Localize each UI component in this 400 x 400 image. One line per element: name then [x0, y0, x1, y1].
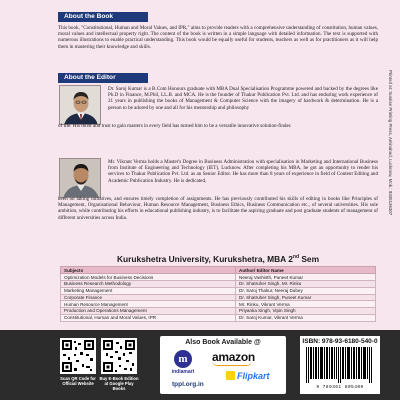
barcode-icon — [306, 347, 374, 383]
indiamart-label: indiamart — [171, 369, 195, 375]
author-cell: Dr. Shatruher Singh, Puneet Kumar — [236, 294, 376, 301]
editor1-portrait — [59, 85, 101, 125]
university-name: Kurukshetra University, Kurukshetra, MBA 2 — [116, 254, 293, 264]
university-title — [58, 254, 378, 264]
author-cell: Priyanka Singh, Vipin Singh — [236, 308, 376, 315]
subject-cell: Constitutional, Human and Moral Values, IPR — [61, 314, 236, 321]
header-subjects: Subjects — [61, 267, 236, 274]
printer-imprint — [384, 70, 396, 340]
qr-website-caption: Scan QR Code for Official Website — [60, 376, 96, 386]
flipkart-label: Flipkart — [237, 371, 270, 381]
author-cell: Neeraj Vashisth, Puneet Kumar — [236, 274, 376, 281]
flipkart-bag-icon — [226, 371, 235, 380]
editor1-bio-continued: of life. His thirst and trust to gain masters in every field has turned him to be a versatile innovative solution-finder. — [58, 123, 292, 129]
table-row — [61, 287, 376, 294]
table-row — [61, 294, 376, 301]
subject-cell: Marketing Management — [61, 287, 236, 294]
tppl-website-link[interactable]: tppl.org.in — [172, 381, 204, 388]
about-editor-heading: About the Editor — [58, 73, 148, 83]
amazon-logo[interactable] — [212, 350, 278, 366]
table-row — [61, 274, 376, 281]
subject-cell: Business Research Methodology — [61, 280, 236, 287]
indiamart-icon: m — [174, 350, 192, 368]
subject-cell: Optimization Models for Business Decisions — [61, 274, 236, 281]
about-book-heading: About the Book — [58, 12, 148, 22]
table-header-row — [61, 267, 376, 274]
qr-code-website[interactable] — [60, 338, 96, 374]
subject-cell: Human Resource Management — [61, 301, 236, 308]
subjects-table — [60, 266, 376, 322]
table-row — [61, 308, 376, 315]
author-cell: Dr. Saroj Thakur, Neeraj Dubey — [236, 287, 376, 294]
editor2-bio: Mr. Vikrant Verma holds a Master's Degree in Business Administration with specialisation in Marketing and International Business from Institute of Engineering and Technology (IET), Lucknow. After completing his MBA, he got an opportunity to render his services to Thakur Publication Pvt. Ltd. as an Senior Editor. He has more than 8 years of experience in field of Content Editing and Academic Publication Industry. He is dedicated, — [108, 159, 378, 184]
table-row — [61, 301, 376, 308]
about-book-text: This book, "Constitutional, Human and Moral Values, and IPR," aims to provide readers with a comprehensive understanding of constitution, human values, moral values and intellectual property right. The content of the book is written in a simple language with detailed information. The text is supported with numerous illustrations to enable practical understanding. This book would be equally useful for students, teachers as well as for practitioners as it will help them in mastering their knowledge and skills. — [58, 25, 378, 50]
qr-ebook-caption: Buy E-Book Edition at Google Play Books — [99, 376, 139, 391]
barcode-number: 9 789361 805400 — [316, 385, 364, 390]
table-row — [61, 280, 376, 287]
editor2-portrait — [59, 158, 101, 198]
subject-cell: Production and Operations Management — [61, 308, 236, 315]
author-cell: Mr. Rinku, Vikrant Verma — [236, 301, 376, 308]
indiamart-logo[interactable] — [166, 350, 200, 375]
university-sup: nd — [292, 254, 299, 261]
header-author: Author/ Editor Name — [236, 267, 376, 274]
isbn-number: ISBN: 978-93-6180-540-0 — [302, 338, 378, 345]
author-cell: Dr. Saroj Kumar, Vikrant Verma — [236, 314, 376, 321]
author-cell: Dr. Shatruher Singh, Mr. Rinku — [236, 280, 376, 287]
flipkart-logo[interactable] — [226, 371, 276, 381]
editor1-bio: Dr. Saroj Kumar is a B.Com Honours graduate with MBA Dual Specialisation Programme powered and backed by the degrees like Ph.D in Finance, M.Phil, LL.B. and MCA. He is the founder of Thakur Publication Pvt. Ltd. and has enduring work experience of 21 years in publishing the books of Management & Computer Science with the imagery of hardwork & determination. He is a person to be adored by one and all for his mentorship and philosophy — [108, 86, 378, 111]
amazon-label: amazon — [212, 350, 255, 364]
editor2-bio-continued: keen on taking initiatives, and ensures timely completion of assignments. He has previously contributed his skills of editing in books like Principles of Management, Organisational Behaviour, Human Resource Management, Business Ethics, Business Communication etc., of several universities. His sole ambition, while contributing his efforts in educational publishing industry, is to facilitate the aspiring graduate and post graduate students of management of different universities across India. — [58, 196, 378, 221]
subject-cell: Corporate Finance — [61, 294, 236, 301]
qr-code-ebook[interactable] — [101, 338, 137, 374]
table-row — [61, 314, 376, 321]
university-sem: Sem — [299, 254, 320, 264]
also-available-label: Also Book Available @ — [185, 339, 261, 346]
printer-imprint-text: Printed at: Sunrise Printing Press, Aminabad, Lucknow, Mob.: 9335136307 — [388, 70, 393, 216]
